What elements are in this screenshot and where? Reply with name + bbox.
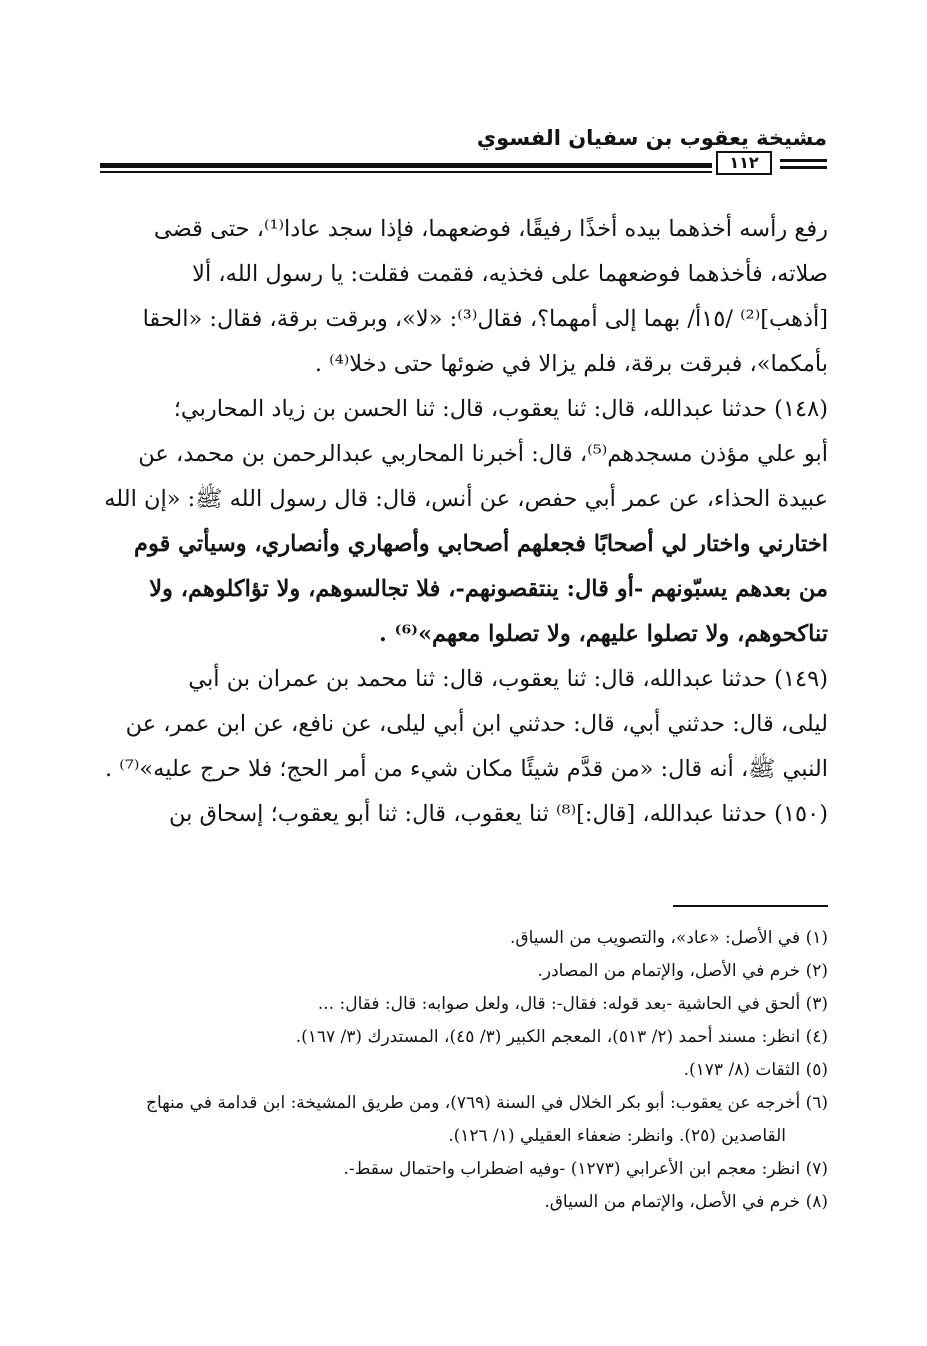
footnote-line: (٦) أخرجه عن يعقوب: أبو بكر الخلال في السنة (٧٦٩)، ومن طريق المشيخة: ابن قدامة في منهاج: [146, 1093, 828, 1113]
footnote-line: (٢) خرم في الأصل، والإتمام من المصادر.: [537, 961, 828, 981]
text-line: ليلى، قال: حدثني أبي، قال: حدثني ابن أبي ليلى، عن نافع، عن ابن عمر، عن: [125, 711, 828, 737]
footnotes: [100, 922, 828, 1219]
text-line: اختارني واختار لي أصحابًا فجعلهم أصحابي وأصهاري وأنصاري، وسيأتي قوم: [134, 531, 828, 557]
text-line: رفع رأسه أخذهما بيده أخذًا رفيقًا، فوضعهما، فإذا سجد عادا⁽¹⁾، حتى قضى: [153, 216, 828, 242]
text-line: صلاته، فأخذهما فوضعهما على فخذيه، فقمت فقلت: يا رسول الله، ألا: [192, 261, 828, 287]
text-line: عبيدة الحذاء، عن عمر أبي حفص، عن أنس، قال: قال رسول الله ﷺ: «إن الله: [104, 486, 828, 512]
text-line: أبو علي مؤذن مسجدهم⁽⁵⁾، قال: أخبرنا المحاربي عبدالرحمن بن محمد، عن: [138, 441, 828, 467]
text-line: (١٤٩) حدثنا عبدالله، قال: ثنا يعقوب، قال: ثنا محمد بن عمران بن أبي: [188, 666, 828, 692]
footnote-line: القاصدين (٢٥). وانظر: ضعفاء العقيلي (١/ ١٢٦).: [448, 1126, 786, 1146]
text-line: من بعدهم يسبّونهم -أو قال: ينتقصونهم-، فلا تجالسوهم، ولا تؤاكلوهم، ولا: [149, 576, 828, 602]
page-number-rule-top: [780, 159, 827, 162]
footnote-line: (٣) ألحق في الحاشية -بعد قوله: فقال-: قال، ولعل صوابه: قال: فقال: ...: [317, 994, 828, 1014]
footnote-line: (٥) الثقات (٨/ ١٧٣).: [683, 1060, 828, 1080]
header-rule-thin: [100, 171, 712, 173]
running-header-title: مشيخة يعقوب بن سفيان الفسوي: [476, 126, 827, 150]
footnote-line: (١) في الأصل: «عاد»، والتصويب من السياق.: [510, 928, 828, 948]
page-number: ١١٢: [716, 151, 772, 175]
footnote-separator: [673, 905, 828, 907]
main-text: [100, 207, 828, 837]
text-line: تناكحوهم، ولا تصلوا عليهم، ولا تصلوا معهم»⁽⁶⁾ .: [379, 621, 828, 647]
text-line: (١٤٨) حدثنا عبدالله، قال: ثنا يعقوب، قال: ثنا الحسن بن زياد المحاربي؛: [173, 396, 828, 422]
text-line: (١٥٠) حدثنا عبدالله، [قال:]⁽⁸⁾ ثنا يعقوب، قال: ثنا أبو يعقوب؛ إسحاق بن: [168, 801, 828, 827]
footnote-line: (٤) انظر: مسند أحمد (٢/ ٥١٣)، المعجم الكبير (٣/ ٤٥)، المستدرك (٣/ ١٦٧).: [295, 1027, 828, 1047]
text-line: [أذهب]⁽²⁾ /١٥أ/ بهما إلى أمهما؟، فقال⁽³⁾: «لا»، وبرقت برقة، فقال: «الحقا: [142, 306, 828, 332]
page-number-rule-bottom: [780, 166, 827, 169]
text-line: النبي ﷺ، أنه قال: «من قدَّم شيئًا مكان شيء من أمر الحج؛ فلا حرج عليه»⁽⁷⁾ .: [104, 756, 828, 782]
footnote-line: (٨) خرم في الأصل، والإتمام من السياق.: [544, 1192, 828, 1212]
text-line: بأمكما»، فبرقت برقة، فلم يزالا في ضوئها حتى دخلا⁽⁴⁾ .: [314, 351, 828, 377]
footnote-line: (٧) انظر: معجم ابن الأعرابي (١٢٧٣) -وفيه اضطراب واحتمال سقط-.: [343, 1159, 828, 1179]
header-rule-thick: [100, 163, 712, 168]
